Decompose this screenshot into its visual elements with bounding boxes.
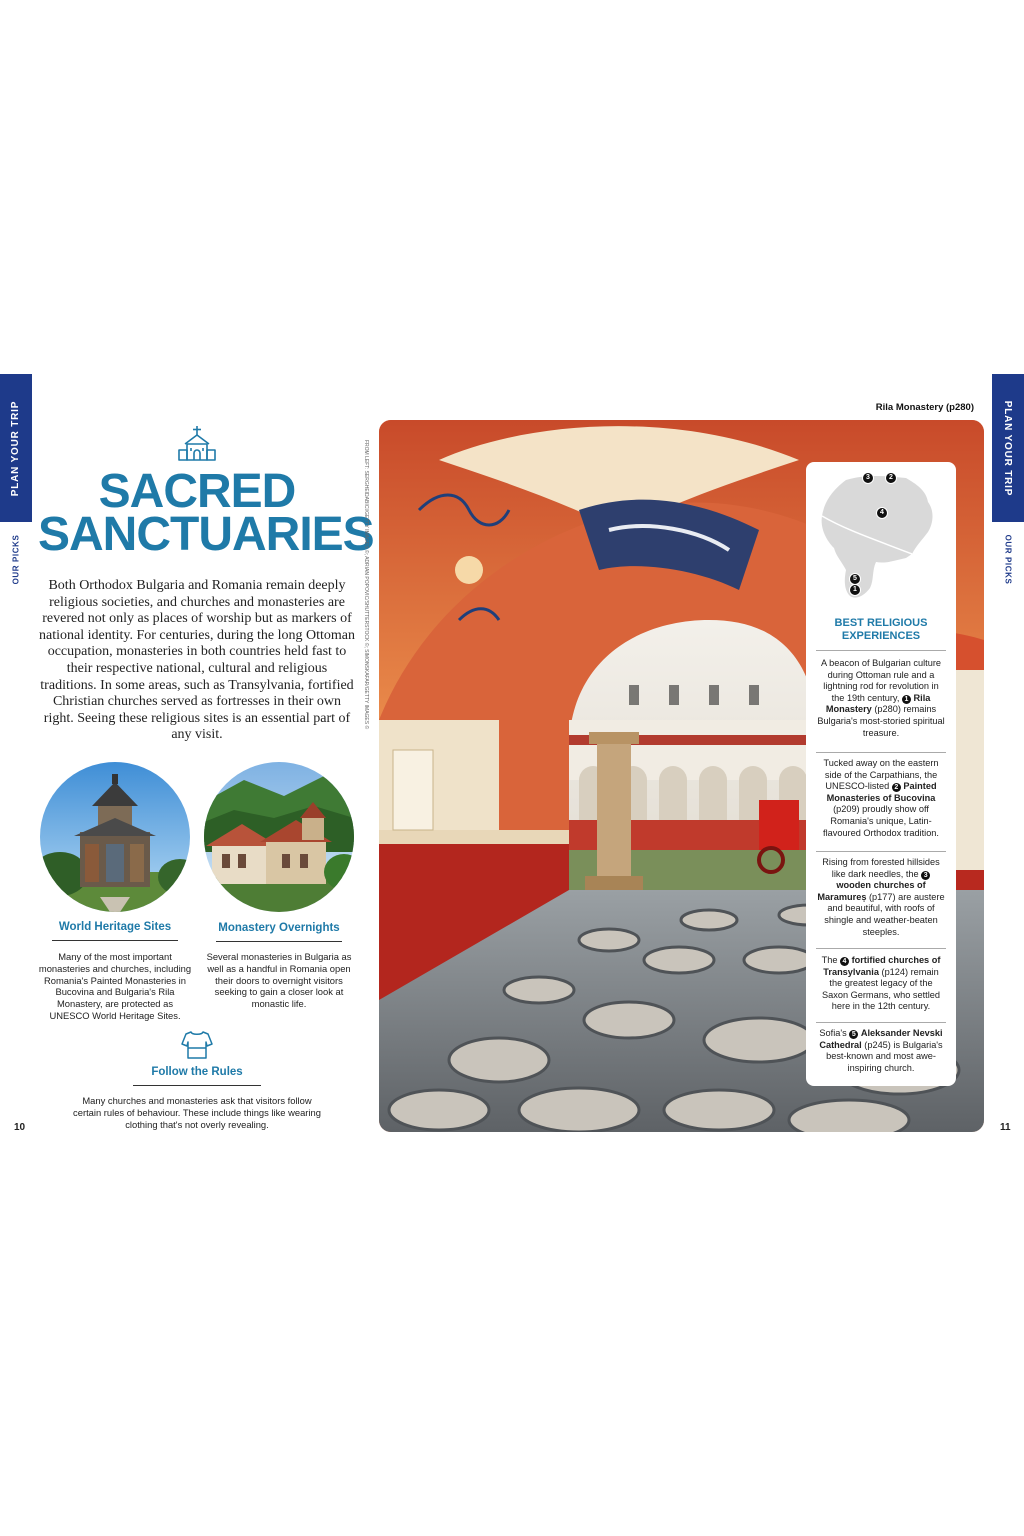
side-tab-plan-your-trip-right — [992, 374, 1024, 522]
divider — [52, 940, 178, 941]
divider — [816, 851, 946, 852]
feature-heading-follow-rules: Follow the Rules — [151, 1066, 243, 1078]
side-sub-our-picks-left — [0, 530, 32, 588]
shirt-icon — [180, 1030, 214, 1060]
photo-credit-text: FROM LEFT: SERGHEIDABICI/GETTY IMAGES ©; ADRIAN POPOVIC/SHUTTERSTOCK ©; SIMONSKAFAR/GETTY IMAGES © — [363, 440, 369, 730]
photo-caption: Rila Monastery (p280) — [875, 402, 974, 413]
divider — [816, 752, 946, 753]
side-tab-plan-your-trip-left — [0, 374, 32, 522]
divider — [816, 948, 946, 949]
divider — [816, 1022, 946, 1023]
number-badge: 1 — [902, 695, 911, 704]
card-item — [816, 857, 946, 938]
feature-heading-world-heritage: World Heritage Sites — [58, 921, 172, 933]
card-heading-line1: BEST RELIGIOUS — [834, 617, 928, 629]
card-item-text: (p245) is Bulgaria's best-known and most awe-inspiring church. — [826, 1039, 943, 1073]
map-marker: 1 — [849, 584, 861, 596]
card-item-place: fortified churches of Transylvania — [823, 955, 941, 977]
card-item-text: Tucked away on the eastern side of the Carpathians, the UNESCO-listed — [823, 758, 939, 792]
photo-credit — [360, 440, 370, 740]
side-sub-our-picks-right — [992, 530, 1024, 588]
intro-paragraph: Both Orthodox Bulgaria and Romania remain deeply religious societies, and churches and monasteries are revered not only as places of worship but as markers of national identity. For centuries, during the long Ottoman occupation, monasteries in both countries held fast to their respective national, cultural and religious traditions. In some areas, such as Transylvania, fortified Christian churches served as fortresses in their own right. Seeing these religious sites is an essential part of any visit. — [39, 578, 355, 743]
side-tab-label: PLAN YOUR TRIP — [10, 400, 22, 496]
photo-monastery-overnight — [204, 762, 354, 912]
feature-text-monastery-overnights: Several monasteries in Bulgaria as well as a handful in Romania open their doors to overnight visitors seeking to gain a closer look at monastic life. — [206, 951, 352, 1010]
card-item — [816, 758, 946, 839]
page-title-line1: SACRED — [98, 465, 296, 518]
page-number-left: 10 — [14, 1122, 26, 1133]
map-marker: 3 — [862, 472, 874, 484]
card-item-place: wooden churches of Maramureș — [817, 880, 926, 902]
card-item — [816, 955, 946, 1013]
side-tab-label: PLAN YOUR TRIP — [1002, 400, 1014, 496]
map-marker: 4 — [876, 507, 888, 519]
feature-text-follow-rules: Many churches and monasteries ask that visitors follow certain rules of behaviour. These include things like wearing clothing that's not overly revealing. — [73, 1095, 321, 1130]
side-sub-label: OUR PICKS — [11, 534, 21, 584]
divider — [816, 650, 946, 651]
church-icon — [177, 424, 217, 464]
number-badge: 4 — [840, 957, 849, 966]
card-item-text: A beacon of Bulgarian culture during Ottoman rule and a lightning rod for revolution in the 19th century, — [820, 658, 942, 703]
divider — [133, 1085, 261, 1086]
card-item — [816, 658, 946, 739]
card-heading-line2: EXPERIENCES — [841, 630, 921, 642]
card-item-place: Rila Monastery — [825, 692, 931, 715]
card-item-text: (p177) are austere and beautiful, with roofs of shingle and weather-beaten steeples. — [824, 891, 945, 937]
number-badge: 2 — [892, 783, 901, 792]
map-marker: 5 — [849, 573, 861, 585]
card-item-text: (p124) remain the greatest legacy of the Saxon Germans, who settled here in the 12th century. — [822, 966, 940, 1012]
side-sub-label: OUR PICKS — [1003, 534, 1013, 584]
map-romania-bulgaria — [816, 470, 946, 610]
feature-text-world-heritage: Many of the most important monasteries and churches, including Romania's Painted Monasteries in Bucovina and Bulgaria's Rila Monastery, are protected as UNESCO World Heritage Sites. — [38, 951, 192, 1021]
card-item-text: Sofia's — [819, 1028, 847, 1038]
page-number-right: 11 — [1000, 1122, 1011, 1133]
card-item-text: Rising from forested hillsides like dark needles, the — [822, 857, 940, 879]
card-item-text: (p209) proudly show off Romania's unique, Latin-flavoured Orthodox tradition. — [823, 804, 939, 838]
card-item-place: Painted Monasteries of Bucovina — [826, 781, 937, 803]
number-badge: 5 — [849, 1030, 858, 1039]
page-title-line2: SANCTUARIES — [38, 508, 374, 561]
feature-heading-monastery-overnights: Monastery Overnights — [218, 922, 340, 934]
card-item-text: The — [821, 955, 838, 965]
card-item-place: Aleksander Nevski Cathedral — [819, 1028, 943, 1050]
map-marker: 2 — [885, 472, 897, 484]
card-item — [816, 1028, 946, 1074]
photo-painted-monastery — [40, 762, 190, 912]
number-badge: 3 — [921, 871, 930, 880]
card-heading — [806, 617, 956, 643]
divider — [216, 941, 342, 942]
card-item-text: (p280) remains Bulgaria's most-storied spiritual treasure. — [817, 704, 945, 738]
